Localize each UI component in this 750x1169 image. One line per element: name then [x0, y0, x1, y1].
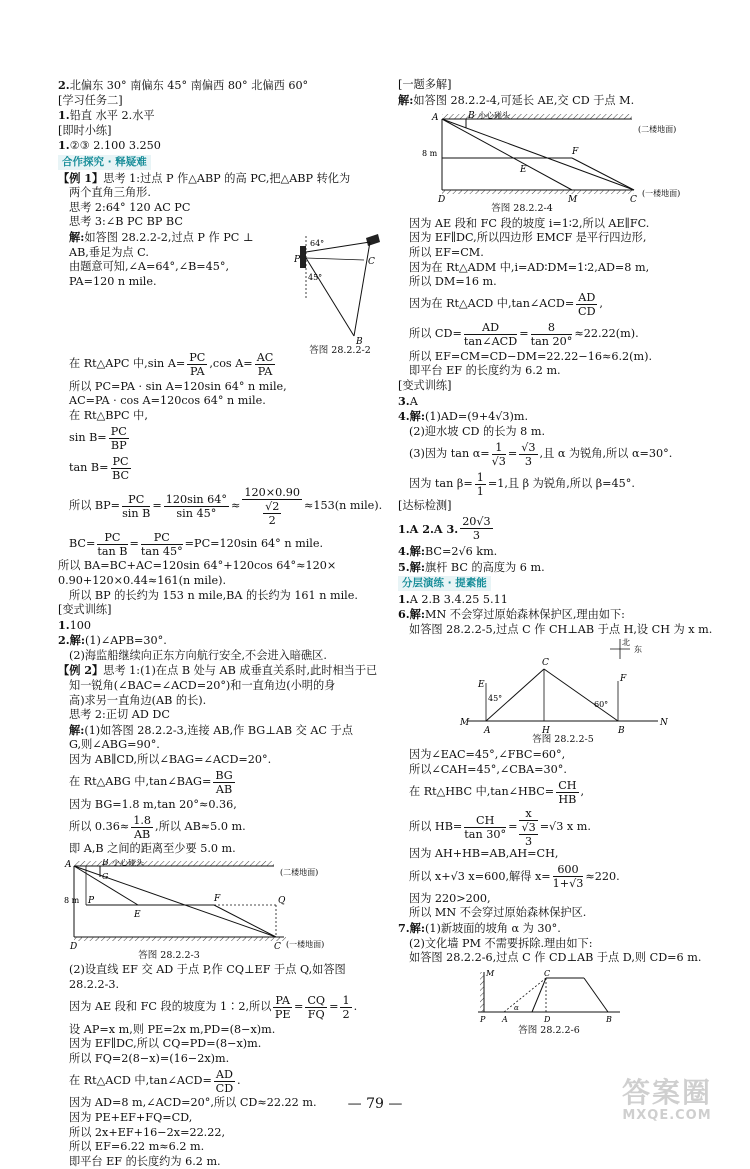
figure-28-2-2-2: [294, 232, 386, 359]
line-bc-calc: BC= $\frac{PC}{\text{tan B}}$ = $\frac{PC}{\tan 45^\circ}$ =PC=120sin 64° n mile.: [69, 530, 324, 558]
left-c-line: 因为 AB∥CD,所以∠BAG=∠ACD=20°.: [69, 753, 272, 767]
right-c-line: 所以 EF=CM=CD−DM=22.22−16≈6.2(m).: [409, 349, 653, 363]
line-tan-alpha: (3)因为 tan α= $\frac{1}{√3}$ = $\frac{√3}{3}$ ,且 α 为锐角,所以 α=30°.: [409, 440, 673, 468]
left-line: 【例 1】思考 1:过点 P 作△ABP 的高 PC,把△ABP 转化为: [58, 170, 351, 185]
left-c-line: 【例 2】思考 1:(1)在点 B 处与 AB 成垂直关系时,此时相当于已: [58, 663, 378, 678]
svg-text:北: 北: [622, 638, 630, 648]
right-section-e: [398, 544, 724, 575]
left-d-line: 28.2.2-3.: [69, 978, 120, 991]
right-c-line: [变式训练]: [398, 378, 452, 392]
left-b-line: AB,垂足为点 C.: [69, 245, 149, 259]
figure-28-2-2-3: [64, 859, 350, 964]
fig2-angle-45: 45°: [308, 272, 323, 282]
line-slope-ratio: 因为 AE 段和 FC 段的坡度为 1∶2,所以 $\frac{PA}{PE}$ = $\frac{CQ}{FQ}$ = $\frac{1}{2}$ .: [69, 994, 358, 1022]
fig2-caption: 答图 28.2.2-2: [309, 344, 371, 356]
right-g-line: 所以∠CAH=45°,∠CBA=30°.: [409, 762, 567, 776]
left-b2-line: AC=PA · cos A=120cos 64° n mile.: [69, 394, 266, 408]
line-bg-value: 因为 BG=1.8 m,tan 20°≈0.36,: [69, 797, 237, 811]
section-header-practice: 分层演练 · 提素能: [398, 576, 491, 591]
line-tan-b: tan B= $\frac{PC}{BC}$: [69, 454, 130, 482]
figure-4-drawing: [412, 110, 702, 202]
right-h-line: (2)文化墙 PM 不需要拆除.理由如下:: [409, 936, 593, 950]
left-line: 因为 EF∥DC,所以 CQ=PD=(8−x)m.: [69, 1037, 262, 1051]
line-tan-acd: 在 Rt△ACD 中,tan∠ACD= $\frac{AD}{CD}$ .: [69, 1067, 241, 1095]
line-tan-beta: 因为 tan β= $\frac{1}{1}$ =1,且 β 为锐角,所以 β=45°.: [409, 470, 635, 498]
left-c-line: (2)海监船继续向正东方向航行安全,不会进入暗礁区.: [69, 648, 327, 662]
svg-text:60°: 60°: [594, 700, 609, 710]
left-line: 解:如答图 28.2.2-2,过点 P 作 PC ⊥: [69, 229, 254, 244]
fig5-caption: 答图 28.2.2-5: [532, 734, 594, 746]
line-tan-hbc: 在 Rt△HBC 中,tan∠HBC= $\frac{CH}{HB}$ ,: [409, 778, 585, 806]
left-b-line: 由题意可知,∠A=64°,∠B=45°,: [69, 260, 230, 274]
left-b-line: PA=120 n mile.: [69, 274, 157, 288]
svg-text:E: E: [478, 680, 485, 691]
svg-text:B: B: [606, 1014, 612, 1024]
svg-text:M: M: [486, 968, 495, 978]
right-b-line: 所以 DM=16 m.: [409, 275, 497, 289]
example1-solution-block: [58, 238, 384, 356]
svg-text:A: A: [484, 726, 491, 734]
left-line: 因为 AD=8 m,∠ACD=20°,所以 CD≈22.22 m.: [69, 1096, 317, 1110]
left-line: 两个直角三角形.: [69, 186, 151, 200]
left-section-a: [58, 78, 384, 246]
left-b2-line: 所以 PC=PA · sin A=120sin 64° n mile,: [69, 379, 287, 393]
figure-6-drawing: [474, 968, 624, 1024]
left-line: 2.北偏东 30° 南偏东 45° 南偏西 80° 北偏西 60°: [58, 78, 309, 92]
left-section-b2: [58, 380, 384, 424]
left-line: 1.②③ 2.100 3.250: [58, 138, 161, 153]
right-g-line: 因为∠EAC=45°,∠FBC=60°,: [409, 748, 566, 762]
svg-text:α: α: [514, 1003, 519, 1012]
line-tan-bag: 在 Rt△ABG 中,tan∠BAG= $\frac{BG}{AB}$: [69, 769, 233, 797]
line-bp-calc: 所以 BP= $\frac{PC}{\text{sin B}}$ = $\frac{120\sin 64^\circ}{\sin 45^\circ}$ ≈ $\frac{120\times 0.90}{\frac{√2}{2}}$ ≈153(n mile).: [69, 485, 383, 527]
left-c-line: 2.解:(1)∠APB=30°.: [58, 633, 167, 648]
svg-text:C: C: [544, 968, 551, 978]
figure-5-drawing: [458, 637, 668, 733]
left-b2-line: 在 Rt△BPC 中,: [69, 408, 148, 422]
line-check-answers: 1.A 2.A 3. $\frac{20√3}{3}$: [398, 515, 491, 543]
right-b-line: 因为 AE 段和 FC 段的坡度 i=1∶2,所以 AE∥FC.: [409, 216, 650, 230]
right-f-line: 如答图 28.2.2-5,过点 C 作 CH⊥AB 于点 H,设 CH 为 x m.: [409, 622, 713, 636]
right-section-f: [398, 592, 724, 638]
left-c-line: 解:(1)如答图 28.2.2-3,连接 AB,作 BG⊥AB 交 AC 于点: [69, 722, 353, 737]
svg-text:D: D: [70, 941, 78, 949]
right-e-line: 5.解:旗杆 BC 的高度为 6 m.: [398, 559, 545, 574]
right-h-line: 因为 220>200,: [409, 891, 491, 905]
svg-text:N: N: [660, 718, 668, 729]
right-c-line: 3.A: [398, 393, 418, 408]
fig2-angle-64: 64°: [310, 238, 325, 248]
left-c-line: G,则∠ABG=90°.: [69, 738, 160, 752]
frac-ac-pa: $\frac{AC}{PA}$: [256, 351, 274, 379]
svg-text:D: D: [544, 1014, 551, 1024]
right-c-line: (2)迎水坡 CD 的长为 8 m.: [409, 424, 546, 438]
svg-text:P: P: [480, 1014, 486, 1024]
svg-text:45°: 45°: [488, 694, 503, 704]
svg-text:C: C: [542, 658, 549, 669]
left-line: 1.铅直 水平 2.水平: [58, 108, 155, 123]
left-c-line: 知一锐角(∠BAC=∠ACD=20°)和一直角边(小明的身: [69, 679, 336, 693]
right-b-line: 所以 EF=CM.: [409, 245, 484, 259]
figure-28-2-2-5: [458, 637, 668, 748]
svg-text:M: M: [568, 195, 578, 203]
svg-text:B: B: [102, 858, 109, 868]
svg-text:G: G: [102, 871, 109, 881]
left-line: 所以 FQ=2(8−x)=(16−2x)m.: [69, 1051, 230, 1065]
line-hb-calc: 所以 HB= $\frac{CH}{\tan 30^\circ}$ = $\frac{x}{\frac{√3}{3}}$ =√3 x m.: [409, 806, 591, 848]
frac-pc-bc: $\frac{PC}{BC}$: [112, 454, 130, 482]
left-section-d: [58, 963, 384, 992]
svg-text:(二楼地面): (二楼地面): [638, 125, 677, 135]
line-r-tan-acd: 因为在 Rt△ACD 中,tan∠ACD= $\frac{AD}{CD}$ ,: [409, 291, 603, 319]
left-section-b: [58, 246, 290, 290]
left-c-line: [变式训练]: [58, 603, 112, 617]
right-e-line: 4.解:BC=2√6 km.: [398, 543, 498, 558]
figure-28-2-2-4: [412, 110, 702, 217]
right-section-h: [398, 892, 724, 966]
fig2-label-p: P: [294, 254, 301, 265]
fig2-label-b: B: [356, 336, 363, 344]
left-section-c: [58, 559, 384, 767]
line-solve-x: 所以 x+√3 x=600,解得 x= $\frac{600}{1+√3}$ ≈220.: [409, 863, 620, 891]
right-c-line: 4.解:(1)AD=(9+4√3)m.: [398, 409, 529, 424]
left-line: [即时小练]: [58, 123, 112, 137]
right-b-line: 因为 EF∥DC,所以四边形 EMCF 是平行四边形,: [409, 231, 647, 245]
svg-text:(一楼地面): (一楼地面): [286, 939, 325, 949]
svg-text:8 m: 8 m: [64, 895, 80, 905]
figure-2-drawing: [294, 232, 386, 344]
figure-3-drawing: [64, 859, 350, 949]
left-line: 所以 2x+EF+16−2x=22.22,: [69, 1125, 226, 1139]
svg-text:E: E: [134, 909, 141, 920]
svg-text:8 m: 8 m: [422, 149, 438, 159]
svg-text:F: F: [572, 147, 579, 158]
svg-text:Q: Q: [278, 895, 286, 906]
left-section-e: [58, 1023, 384, 1067]
frac-pc-pa: $\frac{PC}{PA}$: [189, 351, 206, 379]
fig4-caption: 答图 28.2.2-4: [491, 203, 553, 215]
text-sin-a: sin A=: [147, 357, 186, 371]
line-ab-distance: 即 A,B 之间的距离至少要 5.0 m.: [69, 842, 236, 856]
right-d-line: [达标检测]: [398, 499, 452, 513]
figure-28-2-2-6: [474, 968, 624, 1039]
left-line: 设 AP=x m,则 PE=2x m,PD=(8−x)m.: [69, 1022, 276, 1036]
right-b-line: 因为在 Rt△ADM 中,i=AD∶DM=1∶2,AD=8 m,: [409, 260, 650, 274]
svg-text:B: B: [618, 726, 625, 734]
svg-text:F: F: [620, 674, 627, 685]
left-c-line: 所以 BA=BC+AC=120sin 64°+120cos 64°≈120×: [58, 559, 337, 573]
left-d-line: (2)设直线 EF 交 AD 于点 P,作 CQ⊥EF 于点 Q,如答图: [69, 963, 346, 977]
frac-pc-bp: $\frac{PC}{BP}$: [110, 424, 127, 452]
fig6-caption: 答图 28.2.2-6: [518, 1024, 580, 1036]
watermark-logo: 答案圈 MXQE.COM: [621, 1076, 712, 1123]
fig3-caption: 答图 28.2.2-3: [138, 949, 200, 961]
right-section-b: [398, 217, 724, 290]
left-line: 思考 3:∠B PC BP BC: [69, 215, 183, 229]
right-section-g: [398, 748, 724, 777]
text-rt-apc: 在 Rt△APC 中,: [69, 357, 148, 371]
right-f-line: 1.A 2.B 3.4.25 5.11: [398, 591, 508, 606]
left-line: [学习任务二]: [58, 93, 123, 107]
line-ah-hb: 因为 AH+HB=AB,AH=CH,: [409, 847, 559, 861]
svg-text:D: D: [438, 195, 446, 203]
left-c-line: 所以 BP 的长约为 153 n mile,BA 的长约为 161 n mile.: [69, 588, 358, 602]
line-r-cd-calc: 所以 CD= $\frac{AD}{\text{tan∠ACD}}$ = $\frac{8}{\tan 20^\circ}$ ≈22.22(m).: [409, 321, 639, 349]
svg-text:东: 东: [634, 645, 642, 655]
left-line: 因为 PE+EF+FQ=CD,: [69, 1110, 193, 1124]
left-line: 即平台 EF 的长度约为 6.2 m.: [69, 1154, 221, 1168]
right-c-line: 即平台 EF 的长度约为 6.2 m.: [409, 364, 561, 378]
section-header: 合作探究 · 释疑难: [58, 155, 151, 170]
svg-text:A: A: [502, 1014, 508, 1024]
left-c-line: 高)求另一直角边(AB 的长).: [69, 693, 207, 707]
svg-text:C: C: [274, 941, 281, 949]
svg-text:C: C: [630, 195, 637, 203]
right-line: [一题多解]: [398, 78, 452, 91]
svg-text:F: F: [214, 893, 221, 904]
right-line: 解:如答图 28.2.2-4,可延长 AE,交 CD 于点 M.: [398, 92, 635, 107]
svg-text:A: A: [65, 859, 72, 870]
svg-text:(一楼地面): (一楼地面): [642, 189, 681, 199]
right-h-line: 7.解:(1)新坡面的坡角 α 为 30°.: [398, 921, 561, 936]
right-section-c: [398, 350, 724, 440]
left-line: 所以 EF=6.22 m≈6.2 m.: [69, 1140, 205, 1154]
page-number: — 79 —: [347, 1096, 403, 1112]
svg-text:小心碰头: 小心碰头: [478, 111, 510, 121]
right-h-line: 如答图 28.2.2-6,过点 C 作 CD⊥AB 于点 D,则 CD=6 m.: [409, 951, 702, 965]
left-c-line: 0.90+120×0.44≈161(n mile).: [58, 573, 227, 587]
svg-text:M: M: [460, 718, 470, 729]
left-c-line: 思考 2:正切 AD DC: [69, 708, 170, 722]
svg-text:小心碰头: 小心碰头: [112, 858, 144, 867]
line-ab-result: 所以 0.36≈ $\frac{1.8}{AB}$ ,所以 AB≈5.0 m.: [69, 813, 246, 841]
text-cos-a: ,cos A=: [209, 357, 253, 371]
svg-text:E: E: [520, 165, 527, 176]
left-c-line: 1.100: [58, 617, 92, 632]
svg-text:A: A: [432, 113, 439, 124]
svg-text:P: P: [88, 895, 95, 906]
svg-text:H: H: [542, 726, 550, 734]
line-sin-b: sin B= $\frac{PC}{BP}$: [69, 424, 127, 452]
svg-text:(二楼地面): (二楼地面): [280, 867, 319, 877]
svg-text:B: B: [468, 111, 475, 122]
right-section-d: [398, 499, 724, 514]
right-h-line: 所以 MN 不会穿过原始森林保护区.: [409, 906, 587, 920]
left-column: [58, 78, 384, 1169]
fig2-label-c: C: [368, 256, 375, 267]
right-f-line: 6.解:MN 不会穿过原始森林保护区,理由如下:: [398, 607, 625, 622]
left-line: 思考 2:64° 120 AC PC: [69, 200, 191, 214]
right-section-a: [398, 78, 724, 108]
right-column: [398, 78, 724, 1038]
